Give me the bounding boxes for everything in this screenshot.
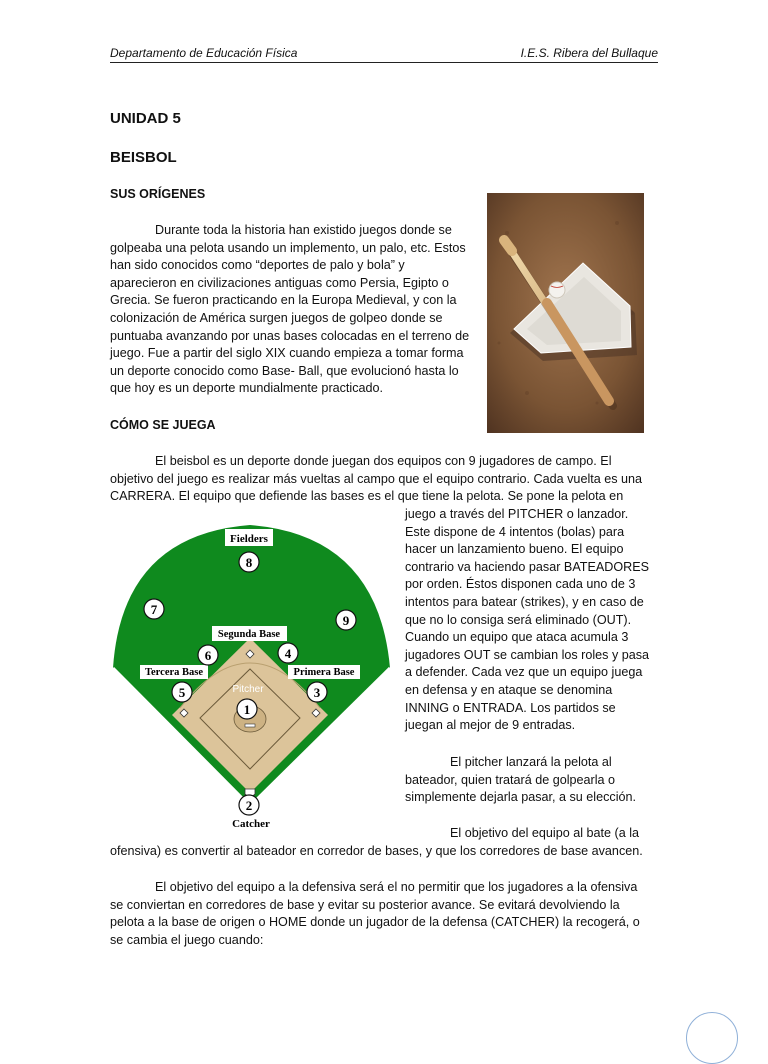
paragraph-line: juego a través del PITCHER o lanzador. — [405, 507, 629, 521]
paragraph-line: que hoy es un deporte mundialmente practicado. — [110, 381, 384, 396]
catcher-label: Catcher — [232, 818, 270, 830]
how-to-play-side-text — [405, 506, 658, 735]
defense-paragraph — [110, 879, 658, 949]
baseball-bat-photo — [487, 193, 644, 433]
pitcher-rubber — [245, 724, 255, 727]
paragraph-line: Durante toda la historia han existido juegos donde se — [155, 223, 452, 237]
paragraph-line: contrario va haciendo pasar BATEADORES — [405, 559, 650, 574]
paragraph-line: un deporte conocido como Base- Ball, que evolucionó hasta lo — [110, 363, 459, 378]
offense-line-1: El objetivo del equipo al bate (a la — [450, 826, 640, 840]
position-number-2: 2 — [245, 798, 253, 813]
position-number-1: 1 — [243, 702, 251, 717]
how-to-play-intro — [110, 453, 658, 506]
origins-paragraph — [110, 222, 475, 398]
page-header — [110, 46, 658, 63]
sport-title: BEISBOL — [110, 149, 177, 166]
paragraph-line: CARRERA. El equipo que defiende las bases es el que tiene la pelota. Se pone la pelota en — [110, 489, 624, 504]
position-number-5: 5 — [178, 685, 186, 700]
position-number-4: 4 — [284, 646, 292, 661]
paragraph-line: juegan al mejor de 9 entradas. — [405, 718, 576, 733]
header-department: Departamento de Educación Física — [110, 46, 298, 60]
paragraph-line: jugadores OUT se cambian los roles y pasa — [405, 647, 650, 662]
paragraph-line: por orden. Éstos disponen cada uno de 3 — [405, 577, 636, 592]
paragraph-line: Cuando un equipo que ataca acumula 3 — [405, 630, 629, 645]
section-heading-origins: SUS ORÍGENES — [110, 187, 206, 201]
unit-title: UNIDAD 5 — [110, 110, 181, 127]
paragraph-line: a defender. Cada vez que un equipo juega — [405, 665, 643, 680]
paragraph-line: El pitcher lanzará la pelota al — [450, 755, 612, 769]
paragraph-line: El objetivo del equipo a la defensiva será el no permitir que los jugadores a la ofensiva — [155, 880, 638, 894]
paragraph-line: hacer un lanzamiento bueno. El equipo — [405, 542, 624, 557]
page-corner-circle — [686, 1012, 738, 1064]
paragraph-line: simplemente dejarla pasar, a su elección. — [405, 790, 637, 805]
segunda-base-label: Segunda Base — [217, 629, 281, 640]
pitcher-label: Pitcher — [232, 684, 264, 695]
paragraph-line: Este dispone de 4 intentos (bolas) para — [405, 524, 625, 539]
position-number-6: 6 — [204, 648, 212, 663]
paragraph-line: juego. Fue a partir del siglo XIX cuando empieza a tomar forma — [110, 346, 464, 361]
paragraph-line: se conviertan en corredores de base y evitar su posterior avance. Se evitará devolviendo la — [110, 897, 620, 912]
paragraph-line: intentos para batear (strikes), y en caso de — [405, 594, 644, 609]
tercera-base-label: Tercera Base — [144, 667, 204, 678]
header-school: I.E.S. Ribera del Bullaque — [520, 46, 658, 60]
paragraph-line: pelota a la base de origen o HOME donde un jugador de la defensa (CATCHER) la recogerá, o — [110, 915, 640, 930]
section-heading-how-to-play: CÓMO SE JUEGA — [110, 418, 216, 432]
baseball-field-diagram — [108, 523, 394, 833]
position-number-8: 8 — [245, 555, 253, 570]
paragraph-line: golpeaba una pelota usando un implemento, un palo, etc. Estos — [110, 240, 466, 255]
paragraph-line: en defensa y en ataque se denomina — [405, 682, 613, 697]
paragraph-line: puntuaba avanzando por unas bases colocadas en el terreno de — [110, 328, 470, 343]
paragraph-line: Grecia. Se fueron practicando en la Europa Medieval, y con la — [110, 293, 457, 308]
pitcher-paragraph — [405, 754, 658, 807]
position-number-7: 7 — [150, 602, 158, 617]
offense-line-2: ofensiva) es convertir al bateador en corredor de bases, y que los corredores de base avancen. — [110, 844, 643, 858]
paragraph-line: han sido conocidos como “deportes de palo y bola” y — [110, 258, 405, 273]
primera-base-label: Primera Base — [293, 667, 355, 678]
paragraph-line: bateador, quien tratará de golpearla o — [405, 772, 616, 787]
paragraph-line: El beisbol es un deporte donde juegan dos equipos con 9 jugadores de campo. El — [155, 454, 612, 468]
paragraph-line: que no lo consiga será eliminado (OUT). — [405, 612, 632, 627]
paragraph-line: INNING o ENTRADA. Los partidos se — [405, 700, 616, 715]
position-number-9: 9 — [342, 613, 350, 628]
paragraph-line: colonización de América surgen juegos de golpeo donde se — [110, 310, 443, 325]
fielders-label: Fielders — [230, 533, 268, 545]
paragraph-line: objetivo del juego es realizar más vueltas al campo que el equipo contrario. Cada vuelta es una — [110, 471, 643, 486]
position-number-3: 3 — [313, 685, 321, 700]
paragraph-line: aparecieron en civilizaciones antiguas como Persia, Egipto o — [110, 275, 449, 290]
paragraph-line: se cambia el juego cuando: — [110, 932, 264, 947]
